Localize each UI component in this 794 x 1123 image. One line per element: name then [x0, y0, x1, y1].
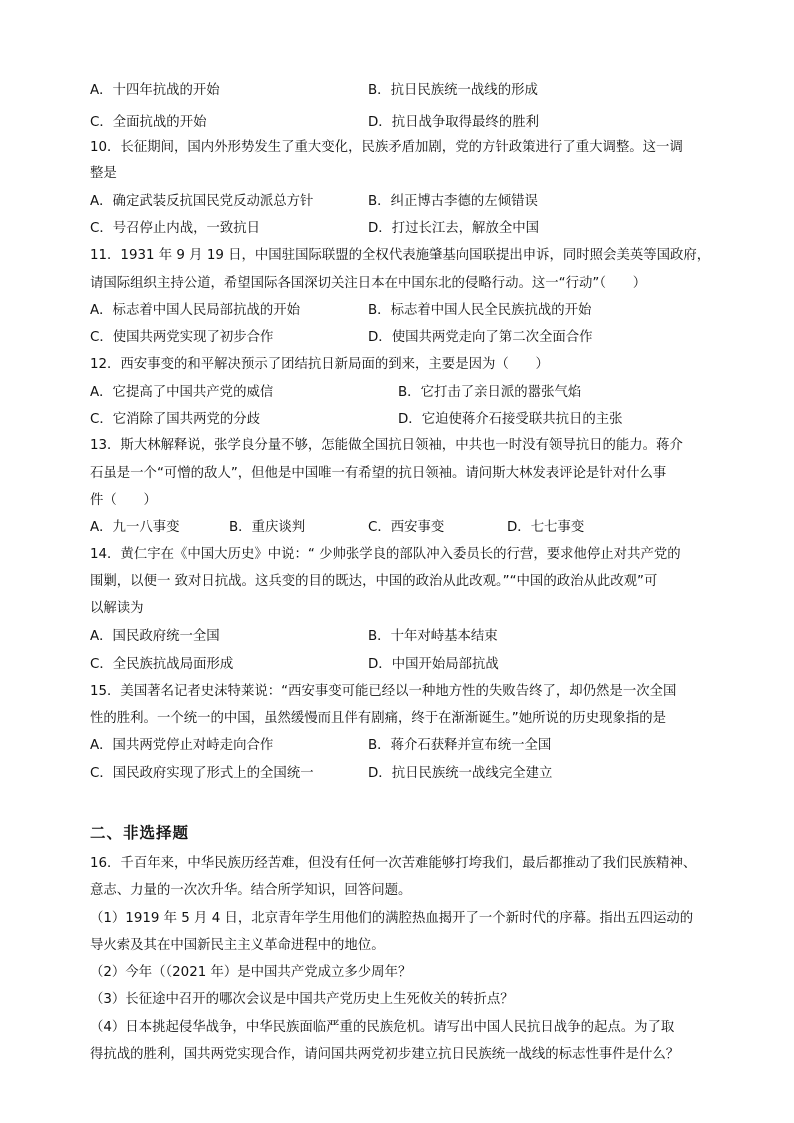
q15-option-c: C．国民政府实现了形式上的全国统一 [90, 766, 314, 781]
q10-option-d: D．打过长江去，解放全中国 [368, 221, 539, 236]
q10-stem-line-2: 整是 [90, 166, 117, 181]
q13-stem-line-2: 石虽是一个“可憎的敌人”，但他是中国唯一有希望的抗日领袖。请问斯大林发表评论是针对什么事 [90, 466, 667, 481]
q11-stem-line-2: 请国际组织主持公道，希望国际各国深切关注日本在中国东北的侵略行动。这一“行动”（ ） [90, 276, 647, 291]
q16-sub-1-line-1: （1）1919 年 5 月 4 日，北京青年学生用他们的满腔热血揭开了一个新时代的序幕。指出五四运动的 [90, 911, 694, 926]
q11-option-d: D．使国共两党走向了第二次全面合作 [368, 330, 593, 345]
q9-option-b: B．抗日民族统一战线的形成 [368, 83, 538, 98]
q16-sub-1-line-2: 导火索及其在中国新民主主义革命进程中的地位。 [90, 938, 385, 953]
q14-stem-line-2: 围剿，以便一 致对日抗战。这兵变的目的既达，中国的政治从此改观。”“中国的政治从此改观”可 [90, 574, 658, 589]
q9-option-c: C．全面抗战的开始 [90, 115, 207, 130]
q10-option-a: A．确定武装反抗国民党反动派总方针 [90, 194, 314, 209]
q10-option-c: C．号召停止内战，一致抗日 [90, 221, 261, 236]
q15-option-d: D．抗日民族统一战线完全建立 [368, 766, 553, 781]
q13-stem-line-1: 13．斯大林解释说，张学良分量不够，怎能做全国抗日领袖，中共也一时没有领导抗日的能力。蒋介 [90, 438, 683, 453]
q14-option-d: D．中国开始局部抗战 [368, 657, 499, 672]
q16-sub-2: （2）今年（（2021 年）是中国共产党成立多少周年？ [90, 965, 412, 980]
q14-stem-line-1: 14．黄仁宇在《中国大历史》中说：“ 少帅张学良的部队冲入委员长的行营，要求他停止对共产党的 [90, 547, 681, 562]
q16-sub-4-line-1: （4）日本挑起侵华战争，中华民族面临严重的民族危机。请写出中国人民抗日战争的起点。为了取 [90, 1020, 675, 1035]
q12-option-d: D．它迫使蒋介石接受联共抗日的主张 [398, 412, 623, 427]
q14-option-b: B．十年对峙基本结束 [368, 629, 498, 644]
q10-stem-line-1: 10．长征期间，国内外形势发生了重大变化，民族矛盾加剧，党的方针政策进行了重大调整。这一调 [90, 140, 683, 155]
q12-option-a: A．它提高了中国共产党的威信 [90, 385, 274, 400]
q13-option-c: C．西安事变 [368, 520, 445, 535]
q11-option-c: C．使国共两党实现了初步合作 [90, 330, 274, 345]
q16-sub-4-line-2: 得抗战的胜利，国共两党实现合作，请问国共两党初步建立抗日民族统一战线的标志性事件是什么？ [90, 1047, 680, 1062]
q10-option-b: B．纠正博古李德的左倾错误 [368, 194, 538, 209]
q15-stem-line-1: 15．美国著名记者史沫特莱说：“西安事变可能已经以一种地方性的失败告终了，却仍然是一次全国 [90, 684, 677, 699]
q12-option-b: B．它打击了亲日派的嚣张气焰 [398, 385, 582, 400]
q14-stem-line-3: 以解读为 [90, 601, 144, 616]
q16-sub-3: （3）长征途中召开的哪次会议是中国共产党历史上生死攸关的转折点？ [90, 992, 514, 1007]
q12-stem-line-1: 12．西安事变的和平解决预示了团结抗日新局面的到来，主要是因为（ ） [90, 357, 549, 372]
q15-option-a: A．国共两党停止对峙走向合作 [90, 738, 274, 753]
section-heading: 二、非选择题 [90, 824, 190, 842]
q13-stem-line-3: 件（ ） [90, 493, 157, 508]
q15-option-b: B．蒋介石获释并宣布统一全国 [368, 738, 552, 753]
q13-option-a: A．九一八事变 [90, 520, 180, 535]
q13-option-d: D．七七事变 [507, 520, 585, 535]
q16-stem-line-1: 16．千百年来，中华民族历经苦难，但没有任何一次苦难能够打垮我们，最后都推动了我们民族精神、 [90, 856, 697, 871]
q14-option-a: A．国民政府统一全国 [90, 629, 220, 644]
q9-option-a: A．十四年抗战的开始 [90, 83, 220, 98]
q16-stem-line-2: 意志、力量的一次次升华。结合所学知识，回答问题。 [90, 883, 412, 898]
q12-option-c: C．它消除了国共两党的分歧 [90, 412, 261, 427]
q11-option-a: A．标志着中国人民局部抗战的开始 [90, 303, 301, 318]
q11-stem-line-1: 11．1931 年 9 月 19 日，中国驻国际联盟的全权代表施肇基向国联提出申诉，同时照会美英等国政府， [90, 248, 711, 263]
q14-option-c: C．全民族抗战局面形成 [90, 657, 234, 672]
q11-option-b: B．标志着中国人民全民族抗战的开始 [368, 303, 592, 318]
q9-option-d: D．抗日战争取得最终的胜利 [368, 115, 539, 130]
q15-stem-line-2: 性的胜利。一个统一的中国，虽然缓慢而且伴有剧痛，终于在渐渐诞生。”她所说的历史现象指的是 [90, 711, 667, 726]
q13-option-b: B．重庆谈判 [229, 520, 306, 535]
